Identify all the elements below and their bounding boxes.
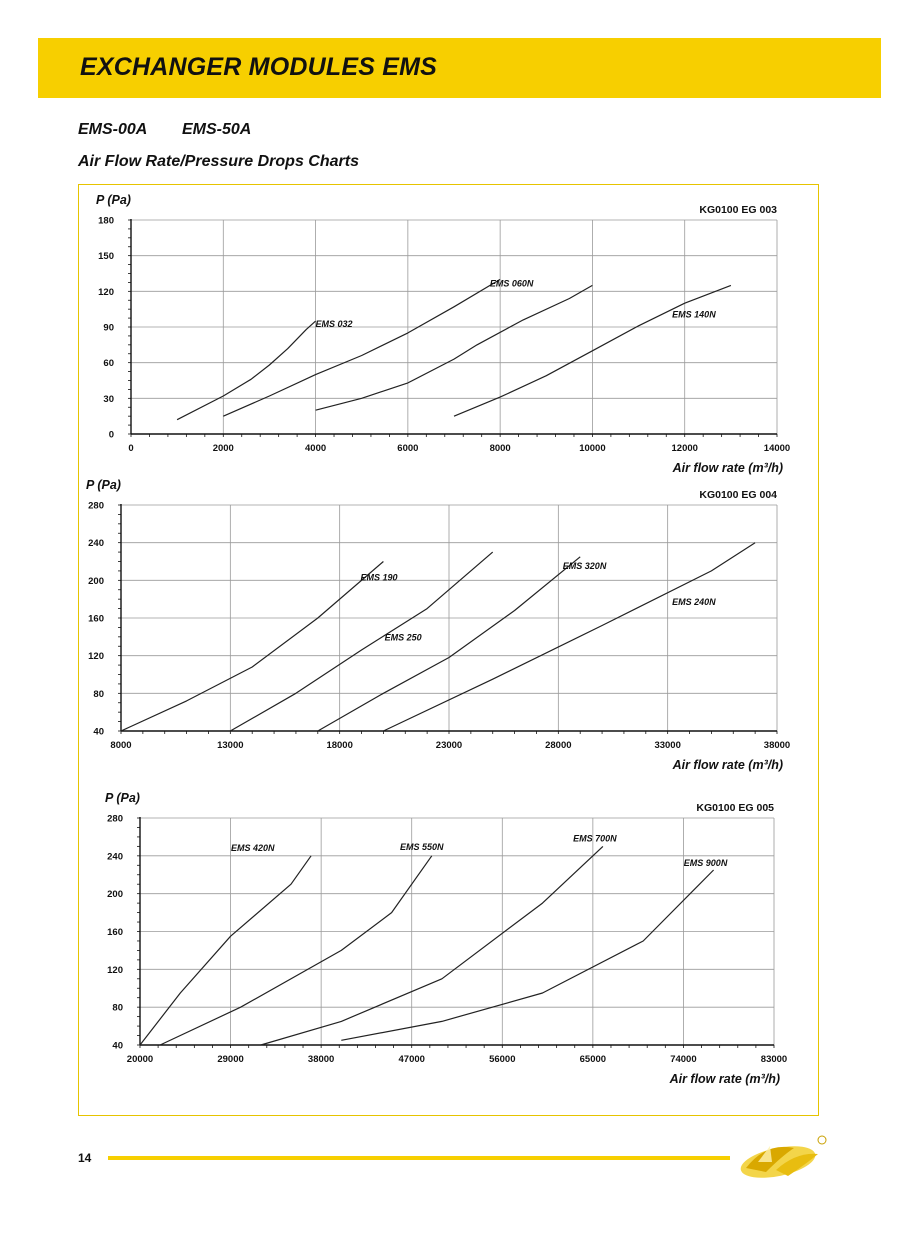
chart-code: KG0100 EG 004 bbox=[699, 489, 777, 501]
y-tick-label: 90 bbox=[103, 322, 114, 334]
model-name-ems-50a: EMS-50A bbox=[182, 121, 252, 138]
y-tick-label: 0 bbox=[108, 429, 114, 441]
x-axis-title: Air flow rate (m³/h) bbox=[672, 758, 783, 772]
company-logo-icon bbox=[736, 1132, 830, 1184]
chart-code: KG0100 EG 005 bbox=[696, 802, 774, 814]
x-tick-label: 10000 bbox=[579, 443, 606, 454]
x-tick-label: 8000 bbox=[489, 443, 511, 454]
page-number: 14 bbox=[78, 1151, 92, 1165]
series-label: EMS 250 bbox=[384, 632, 422, 643]
y-tick-label: 40 bbox=[93, 726, 104, 738]
y-tick-label: 160 bbox=[88, 613, 104, 625]
x-tick-label: 8000 bbox=[110, 740, 132, 751]
series-label: EMS 190 bbox=[360, 572, 398, 583]
series-line-ems-420n bbox=[140, 856, 311, 1045]
chart-code: KG0100 EG 003 bbox=[699, 204, 777, 216]
y-axis-title: P (Pa) bbox=[105, 791, 140, 805]
chart2 bbox=[86, 478, 790, 772]
x-tick-label: 13000 bbox=[217, 740, 244, 751]
y-tick-label: 80 bbox=[112, 1002, 123, 1014]
y-tick-label: 160 bbox=[107, 927, 123, 938]
series-label: EMS 140N bbox=[672, 309, 716, 320]
page-title: EXCHANGER MODULES EMS bbox=[80, 53, 438, 81]
series-line-ems-700n bbox=[261, 846, 603, 1045]
y-tick-label: 120 bbox=[98, 286, 114, 298]
series-label: EMS 550N bbox=[400, 842, 444, 853]
x-tick-label: 20000 bbox=[126, 1054, 154, 1065]
series-label: EMS 900N bbox=[683, 858, 728, 869]
x-axis-title: Air flow rate (m³/h) bbox=[672, 461, 783, 475]
chart3 bbox=[105, 791, 787, 1086]
x-tick-label: 65000 bbox=[579, 1054, 607, 1065]
x-tick-label: 23000 bbox=[435, 740, 463, 751]
x-tick-label: 38000 bbox=[307, 1054, 335, 1065]
footer-rule bbox=[108, 1156, 730, 1160]
x-tick-label: 74000 bbox=[670, 1054, 697, 1065]
model-name-ems-00a: EMS-00A bbox=[78, 121, 148, 138]
y-tick-label: 180 bbox=[98, 215, 114, 227]
series-label: EMS 060N bbox=[489, 278, 534, 289]
y-tick-label: 240 bbox=[107, 851, 123, 863]
x-tick-label: 14000 bbox=[763, 443, 791, 454]
x-tick-label: 6000 bbox=[397, 443, 419, 454]
x-tick-label: 28000 bbox=[545, 740, 572, 751]
x-tick-label: 38000 bbox=[763, 740, 791, 751]
series-line-ems-032 bbox=[177, 321, 316, 420]
series-line-ems-190 bbox=[121, 562, 383, 732]
x-tick-label: 47000 bbox=[398, 1054, 425, 1065]
series-label: EMS 320N bbox=[562, 561, 607, 572]
y-tick-label: 120 bbox=[88, 651, 104, 663]
series-label: EMS 032 bbox=[315, 319, 353, 329]
x-tick-label: 18000 bbox=[326, 740, 353, 751]
y-tick-label: 80 bbox=[93, 688, 104, 700]
y-tick-label: 120 bbox=[107, 964, 123, 976]
y-tick-label: 150 bbox=[98, 251, 114, 263]
y-tick-label: 30 bbox=[103, 393, 114, 405]
y-tick-label: 240 bbox=[88, 538, 104, 550]
x-tick-label: 2000 bbox=[212, 443, 234, 454]
series-line-ems-060n-2- bbox=[316, 285, 593, 410]
y-axis-title: P (Pa) bbox=[86, 478, 121, 492]
series-label: EMS 700N bbox=[573, 833, 617, 844]
series-line-ems-550n bbox=[160, 856, 432, 1045]
x-tick-label: 0 bbox=[128, 443, 134, 454]
y-tick-label: 200 bbox=[88, 575, 104, 587]
y-tick-label: 280 bbox=[107, 813, 123, 825]
x-tick-label: 12000 bbox=[671, 443, 698, 454]
x-tick-label: 4000 bbox=[305, 443, 327, 454]
chart1 bbox=[96, 193, 790, 475]
x-axis-title: Air flow rate (m³/h) bbox=[669, 1072, 780, 1086]
y-tick-label: 60 bbox=[103, 358, 114, 370]
series-label: EMS 420N bbox=[230, 843, 275, 854]
x-tick-label: 83000 bbox=[760, 1054, 788, 1065]
series-line-ems-900n bbox=[341, 870, 713, 1040]
x-tick-label: 56000 bbox=[489, 1054, 516, 1065]
x-tick-label: 33000 bbox=[654, 740, 681, 751]
y-tick-label: 280 bbox=[88, 500, 104, 512]
y-tick-label: 40 bbox=[112, 1040, 123, 1052]
x-tick-label: 29000 bbox=[217, 1054, 244, 1065]
charts-subtitle: Air Flow Rate/Pressure Drops Charts bbox=[78, 153, 359, 170]
series-line-ems-060n bbox=[223, 279, 500, 416]
series-label: EMS 240N bbox=[672, 596, 716, 607]
y-axis-title: P (Pa) bbox=[96, 193, 131, 207]
y-tick-label: 200 bbox=[107, 889, 123, 901]
